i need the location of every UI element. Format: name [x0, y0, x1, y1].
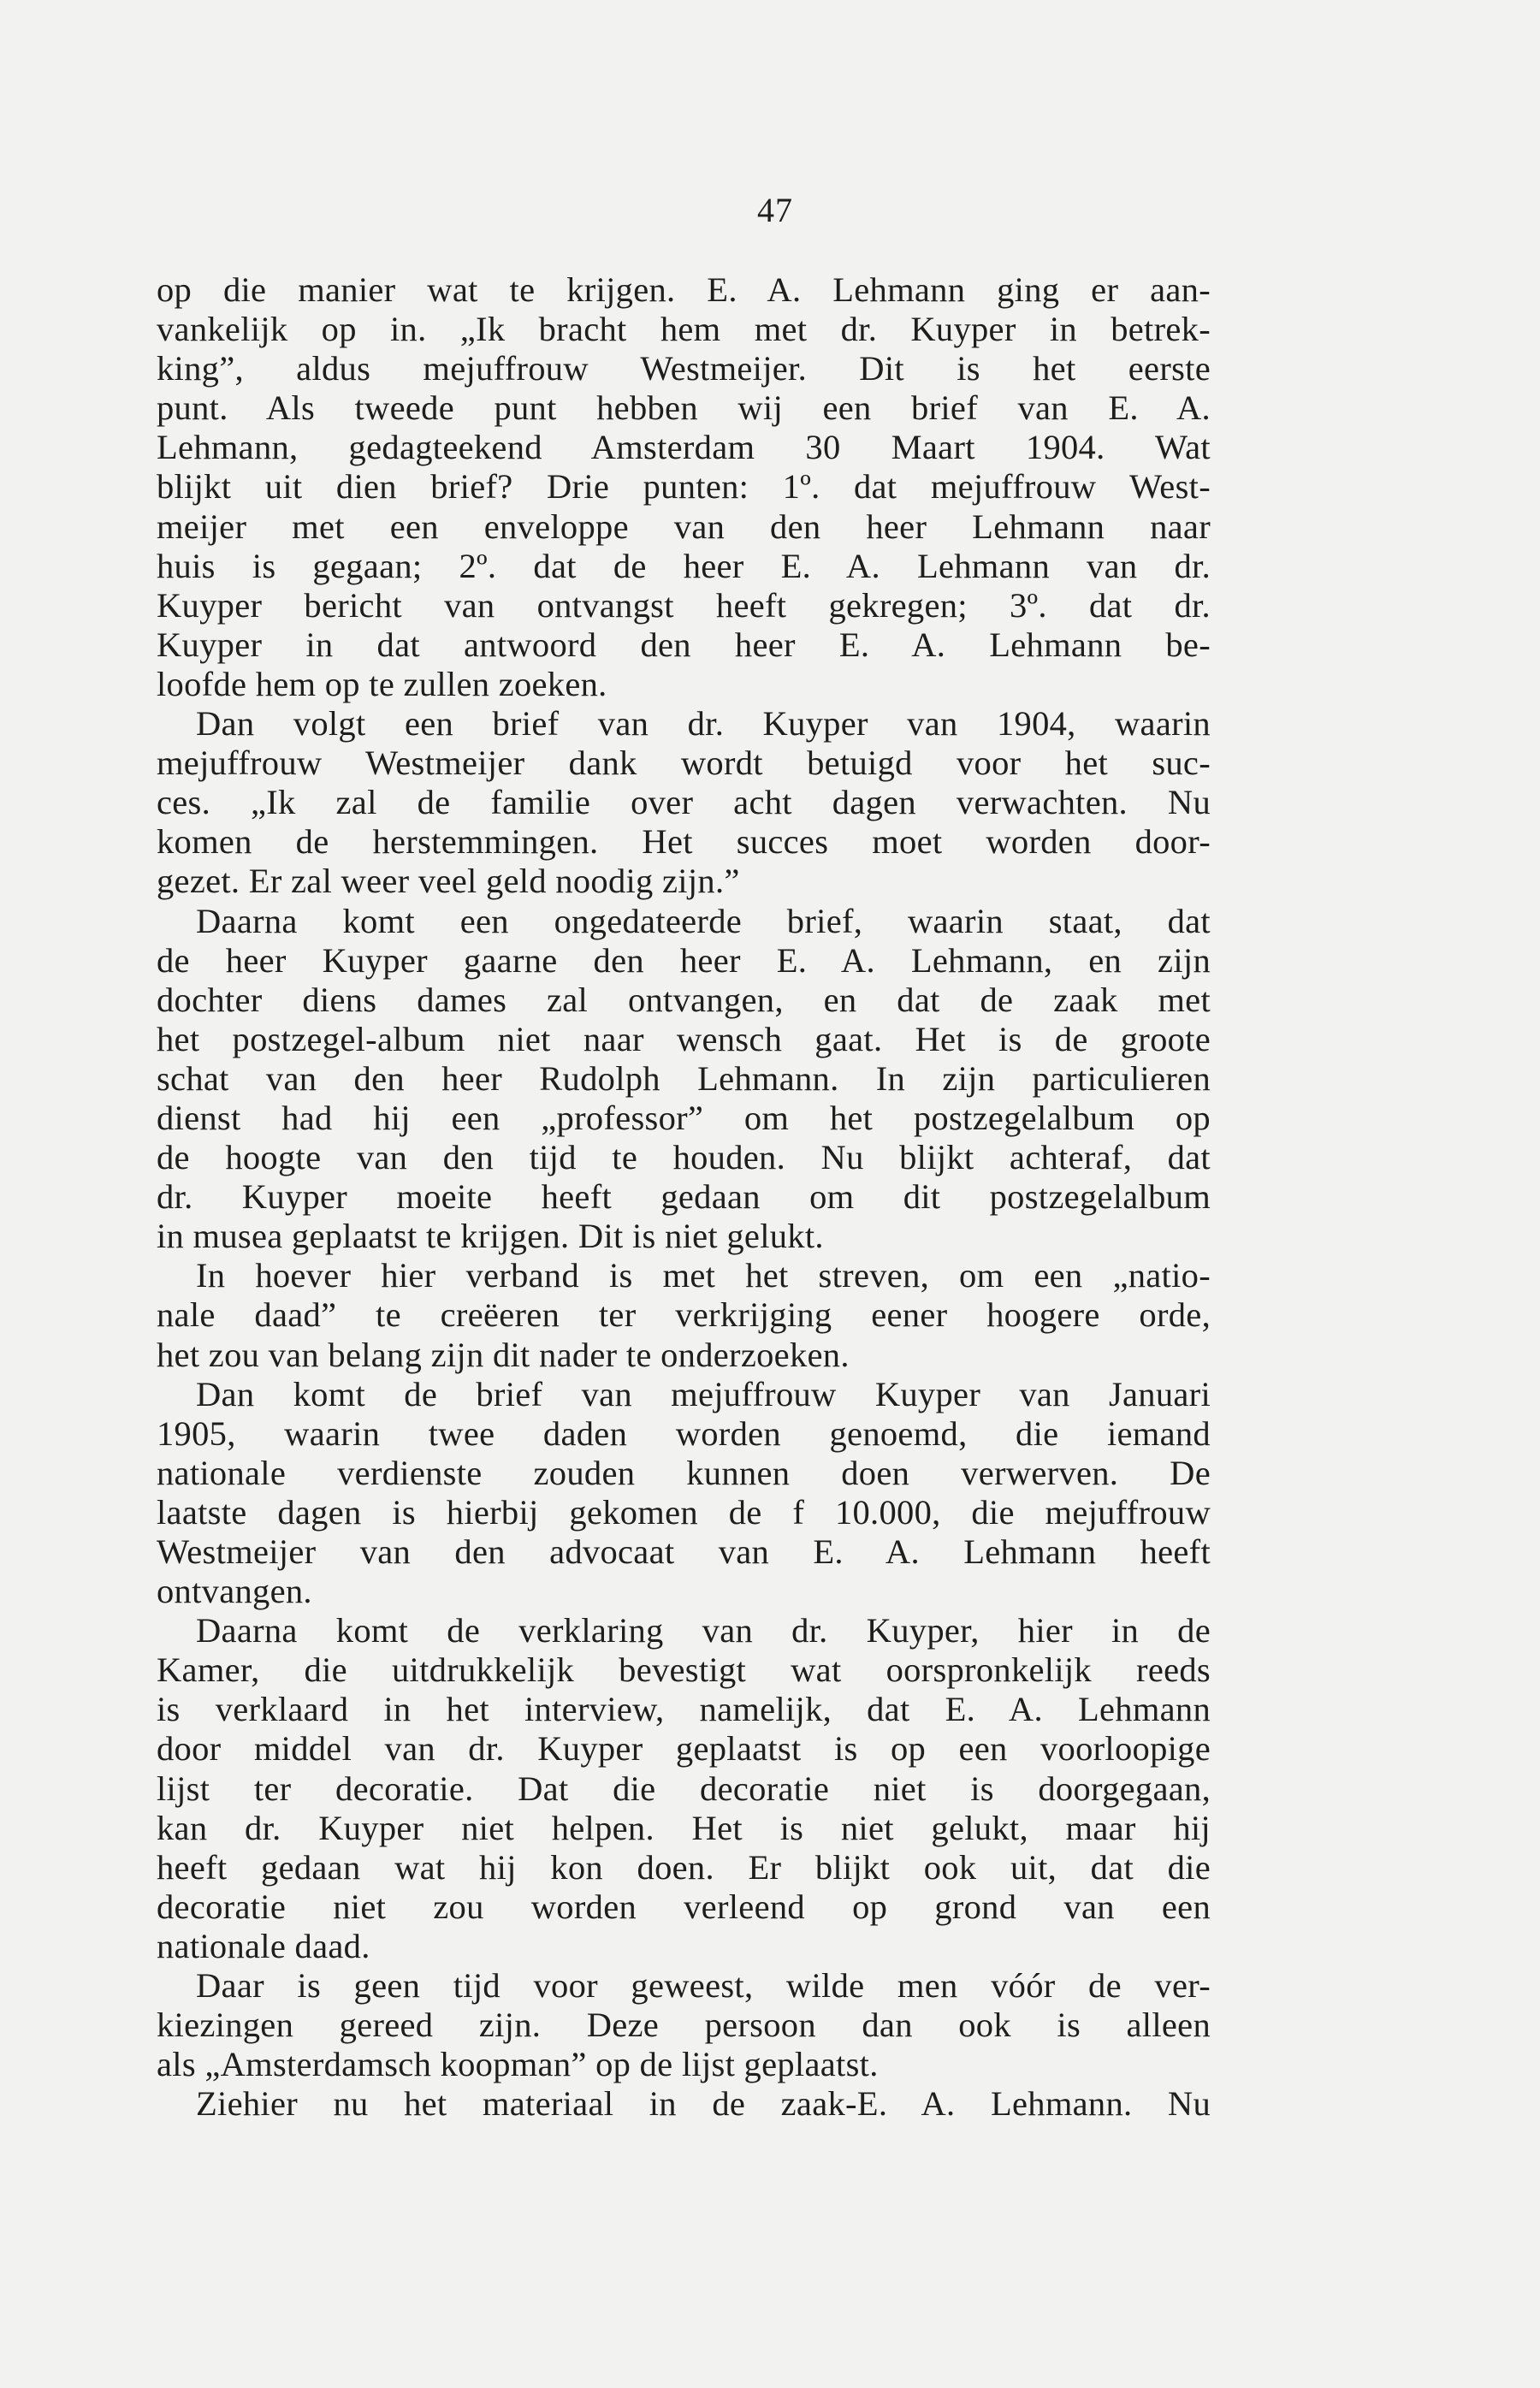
- text-line: ces. „Ik zal de familie over acht dagen verwachten. Nu: [157, 783, 1211, 822]
- text-line: komen de herstemmingen. Het succes moet worden door-: [157, 822, 1211, 862]
- text-line: vankelijk op in. „Ik bracht hem met dr. Kuyper in betrek-: [157, 310, 1211, 349]
- text-line: loofde hem op te zullen zoeken.: [157, 664, 607, 703]
- text-line: Kamer, die uitdrukkelijk bevestigt wat oorspronkelijk reeds: [157, 1650, 1211, 1690]
- text-line: op die manier wat te krijgen. E. A. Lehmann ging er aan-: [157, 270, 1211, 309]
- text-line: blijkt uit dien brief? Drie punten: 1º. dat mejuffrouw West-: [157, 467, 1211, 507]
- page-number: 47: [757, 191, 793, 229]
- text-line: nale daad” te creëeren ter verkrijging eener hoogere orde,: [157, 1295, 1211, 1335]
- text-line: de hoogte van den tijd te houden. Nu blijkt achteraf, dat: [157, 1138, 1211, 1177]
- text-line: Ziehier nu het materiaal in de zaak-E. A. Lehmann. Nu: [196, 2084, 1211, 2124]
- text-line: meijer met een enveloppe van den heer Lehmann naar: [157, 507, 1211, 546]
- text-line: dochter diens dames zal ontvangen, en dat de zaak met: [157, 980, 1211, 1019]
- text-line: Westmeijer van den advocaat van E. A. Lehmann heeft: [157, 1532, 1211, 1571]
- text-line: kiezingen gereed zijn. Deze persoon dan ook is alleen: [157, 2006, 1211, 2045]
- text-line: Daar is geen tijd voor geweest, wilde men vóór de ver-: [196, 1966, 1211, 2006]
- text-line: nationale daad.: [157, 1926, 370, 1965]
- text-line: In hoever hier verband is met het streven, om een „natio-: [196, 1256, 1211, 1295]
- text-line: het zou van belang zijn dit nader te onderzoeken.: [157, 1335, 850, 1374]
- text-line: Daarna komt de verklaring van dr. Kuyper, hier in de: [196, 1611, 1211, 1650]
- text-line: punt. Als tweede punt hebben wij een brief van E. A.: [157, 388, 1211, 428]
- text-line: decoratie niet zou worden verleend op grond van een: [157, 1887, 1211, 1926]
- text-line: als „Amsterdamsch koopman” op de lijst geplaatst.: [157, 2045, 879, 2084]
- text-line: dr. Kuyper moeite heeft gedaan om dit postzegelalbum: [157, 1177, 1211, 1217]
- text-line: schat van den heer Rudolph Lehmann. In zijn particulieren: [157, 1058, 1211, 1098]
- text-line: in musea geplaatst te krijgen. Dit is niet gelukt.: [157, 1217, 824, 1256]
- text-line: mejuffrouw Westmeijer dank wordt betuigd voor het suc-: [157, 744, 1211, 783]
- text-line: lijst ter decoratie. Dat die decoratie niet is doorgegaan,: [157, 1769, 1211, 1808]
- text-line: de heer Kuyper gaarne den heer E. A. Lehmann, en zijn: [157, 940, 1211, 980]
- text-line: Kuyper in dat antwoord den heer E. A. Lehmann be-: [157, 625, 1211, 664]
- text-line: laatste dagen is hierbij gekomen de f 10.000, die mejuffrouw: [157, 1492, 1211, 1532]
- text-line: nationale verdienste zouden kunnen doen verwerven. De: [157, 1453, 1211, 1492]
- text-line: Lehmann, gedagteekend Amsterdam 30 Maart 1904. Wat: [157, 428, 1211, 467]
- text-line: gezet. Er zal weer veel geld noodig zijn.”: [157, 862, 740, 901]
- text-line: is verklaard in het interview, namelijk, dat E. A. Lehmann: [157, 1690, 1211, 1729]
- text-line: heeft gedaan wat hij kon doen. Er blijkt ook uit, dat die: [157, 1847, 1211, 1887]
- text-line: Daarna komt een ongedateerde brief, waarin staat, dat: [196, 901, 1211, 940]
- text-line: 1905, waarin twee daden worden genoemd, die iemand: [157, 1413, 1211, 1453]
- text-line: Dan komt de brief van mejuffrouw Kuyper van Januari: [196, 1374, 1211, 1413]
- text-line: het postzegel-album niet naar wensch gaat. Het is de groote: [157, 1019, 1211, 1058]
- text-line: Kuyper bericht van ontvangst heeft gekregen; 3º. dat dr.: [157, 585, 1211, 625]
- text-line: huis is gegaan; 2º. dat de heer E. A. Lehmann van dr.: [157, 546, 1211, 585]
- text-line: kan dr. Kuyper niet helpen. Het is niet gelukt, maar hij: [157, 1808, 1211, 1847]
- text-line: king”, aldus mejuffrouw Westmeijer. Dit is het eerste: [157, 349, 1211, 388]
- text-line: Dan volgt een brief van dr. Kuyper van 1904, waarin: [196, 704, 1211, 744]
- body-text: [157, 270, 1211, 2124]
- text-line: dienst had hij een „professor” om het postzegelalbum op: [157, 1098, 1211, 1137]
- text-line: ontvangen.: [157, 1572, 312, 1611]
- text-line: door middel van dr. Kuyper geplaatst is op een voorloopige: [157, 1729, 1211, 1769]
